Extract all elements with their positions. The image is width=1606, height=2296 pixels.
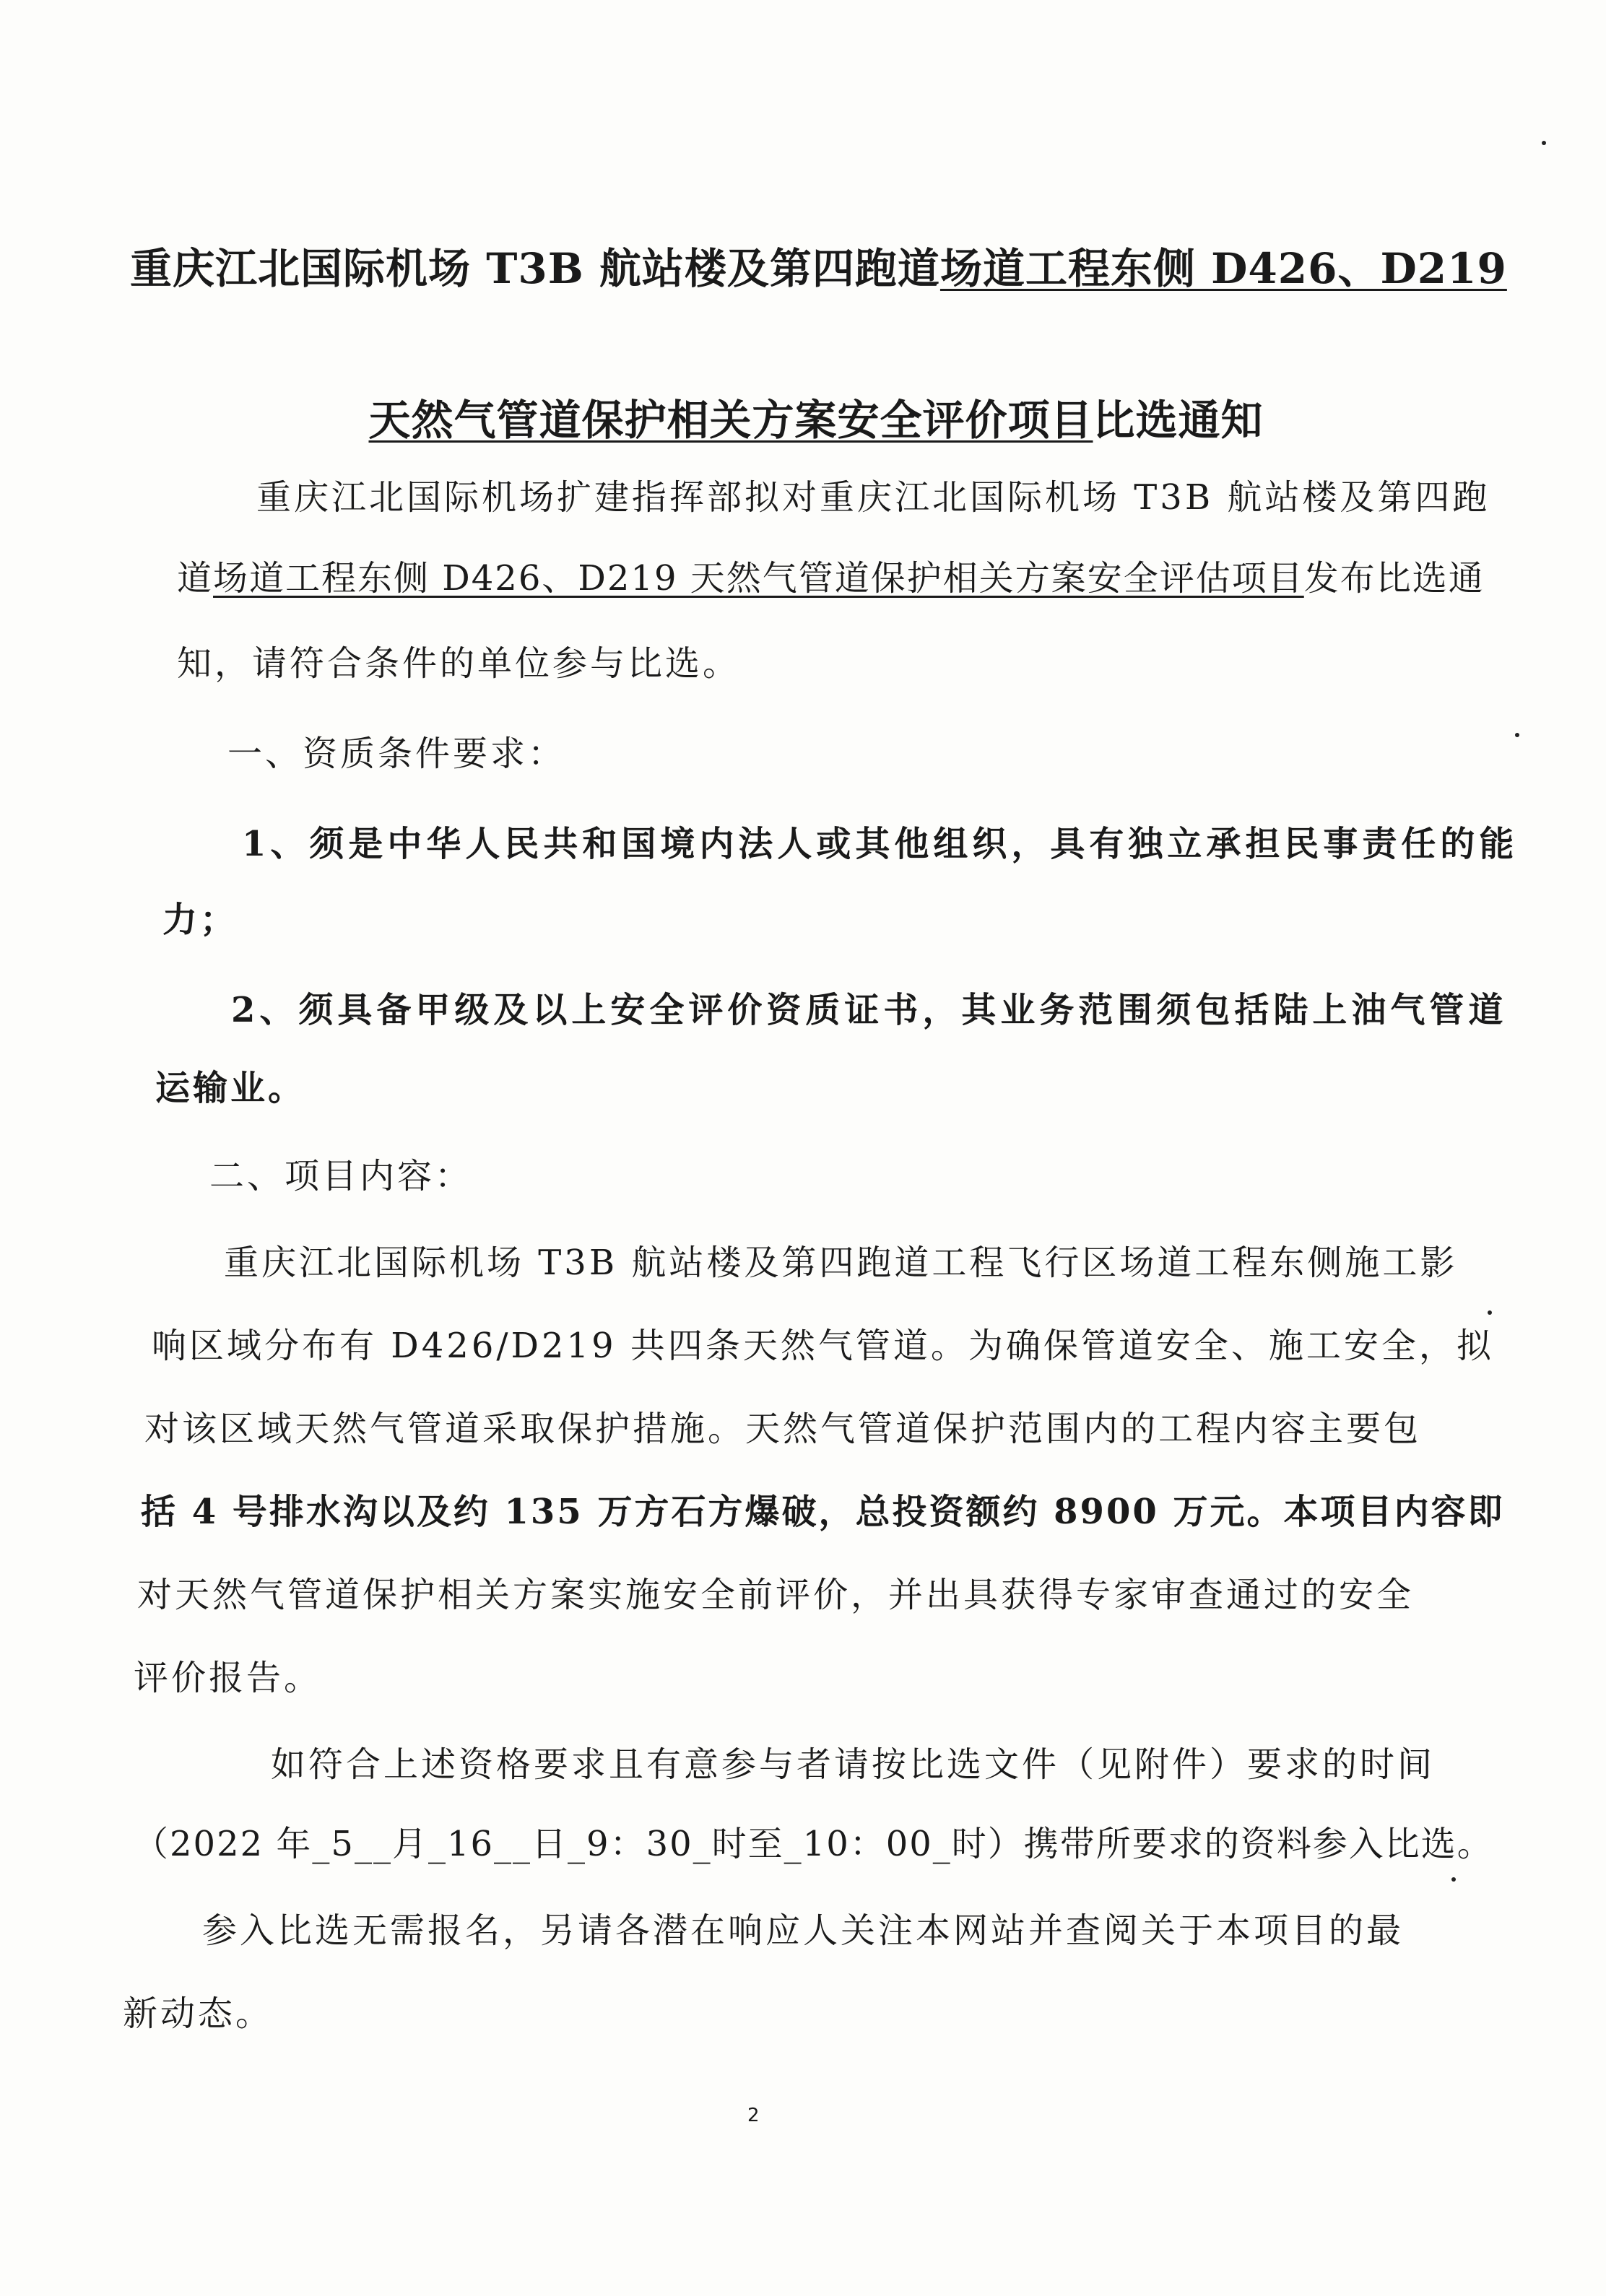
title-line-1-part-b: 场道工程东侧 D426、D219 — [939, 244, 1507, 293]
section-2-para-line-2: 响区域分布有 D426/D219 共四条天然气管道。为确保管道安全、施工安全，拟 — [152, 1326, 1494, 1366]
intro-line-1: 重庆江北国际机场扩建指挥部拟对重庆江北国际机场 T3B 航站楼及第四跑 — [256, 477, 1490, 518]
intro-line-3: 知，请符合条件的单位参与比选。 — [177, 643, 741, 684]
scan-speck — [1451, 1877, 1456, 1882]
intro-line-2-part-a: 道 — [177, 558, 214, 599]
notice-title-line-2 — [130, 386, 1502, 447]
section-2-para-line-6: 评价报告。 — [134, 1658, 322, 1698]
scan-speck — [1542, 141, 1546, 145]
section-1-item-1-line-2: 力； — [162, 900, 238, 940]
page-number: 2 — [747, 2105, 760, 2126]
section-1-item-2-line-2: 运输业。 — [155, 1068, 306, 1108]
closing-line-2: （2022 年_5__月_16__日_9：30_时至_10：00_时）携带所要求的资料参入比选。 — [134, 1824, 1493, 1864]
scan-speck — [1515, 733, 1519, 737]
section-2-para-line-4: 括 4 号排水沟以及约 135 万方石方爆破，总投资额约 8900 万元。本项目内容即 — [141, 1492, 1505, 1532]
intro-line-2-part-b: 场道工程东侧 D426、D219 天然气管道保护相关方案安全评估项目 — [213, 558, 1304, 599]
section-2-para-line-3: 对该区域天然气管道采取保护措施。天然气管道保护范围内的工程内容主要包 — [144, 1409, 1422, 1449]
title-line-2-part-b: 比选通知 — [1093, 396, 1264, 445]
notice-title-line-1 — [130, 235, 1507, 295]
section-2-heading: 二、项目内容： — [209, 1156, 473, 1196]
closing-line-3: 参入比选无需报名，另请各潜在响应人关注本网站并查阅关于本项目的最 — [202, 1910, 1405, 1951]
section-1-item-1-line-1: 1、须是中华人民共和国境内法人或其他组织，具有独立承担民事责任的能 — [242, 824, 1519, 864]
section-2-para-line-5: 对天然气管道保护相关方案实施安全前评价，并出具获得专家审查通过的安全 — [137, 1575, 1415, 1615]
closing-line-1: 如符合上述资格要求且有意参与者请按比选文件（见附件）要求的时间 — [271, 1744, 1436, 1785]
title-line-2-part-a: 天然气管道保护相关方案安全评价项目 — [368, 396, 1093, 445]
scan-speck — [1488, 1310, 1492, 1315]
closing-line-4: 新动态。 — [123, 1993, 274, 2034]
section-1-heading: 一、资质条件要求： — [227, 734, 566, 774]
title-line-1-part-a: 重庆江北国际机场 T3B 航站楼及第四跑道 — [130, 244, 940, 293]
section-1-item-2-line-1: 2、须具备甲级及以上安全评价资质证书，其业务范围须包括陆上油气管道 — [231, 990, 1508, 1030]
section-2-para-line-1: 重庆江北国际机场 T3B 航站楼及第四跑道工程飞行区场道工程东侧施工影 — [224, 1243, 1458, 1283]
intro-line-2 — [177, 550, 1485, 600]
intro-line-2-part-c: 发布比选通 — [1303, 558, 1485, 599]
